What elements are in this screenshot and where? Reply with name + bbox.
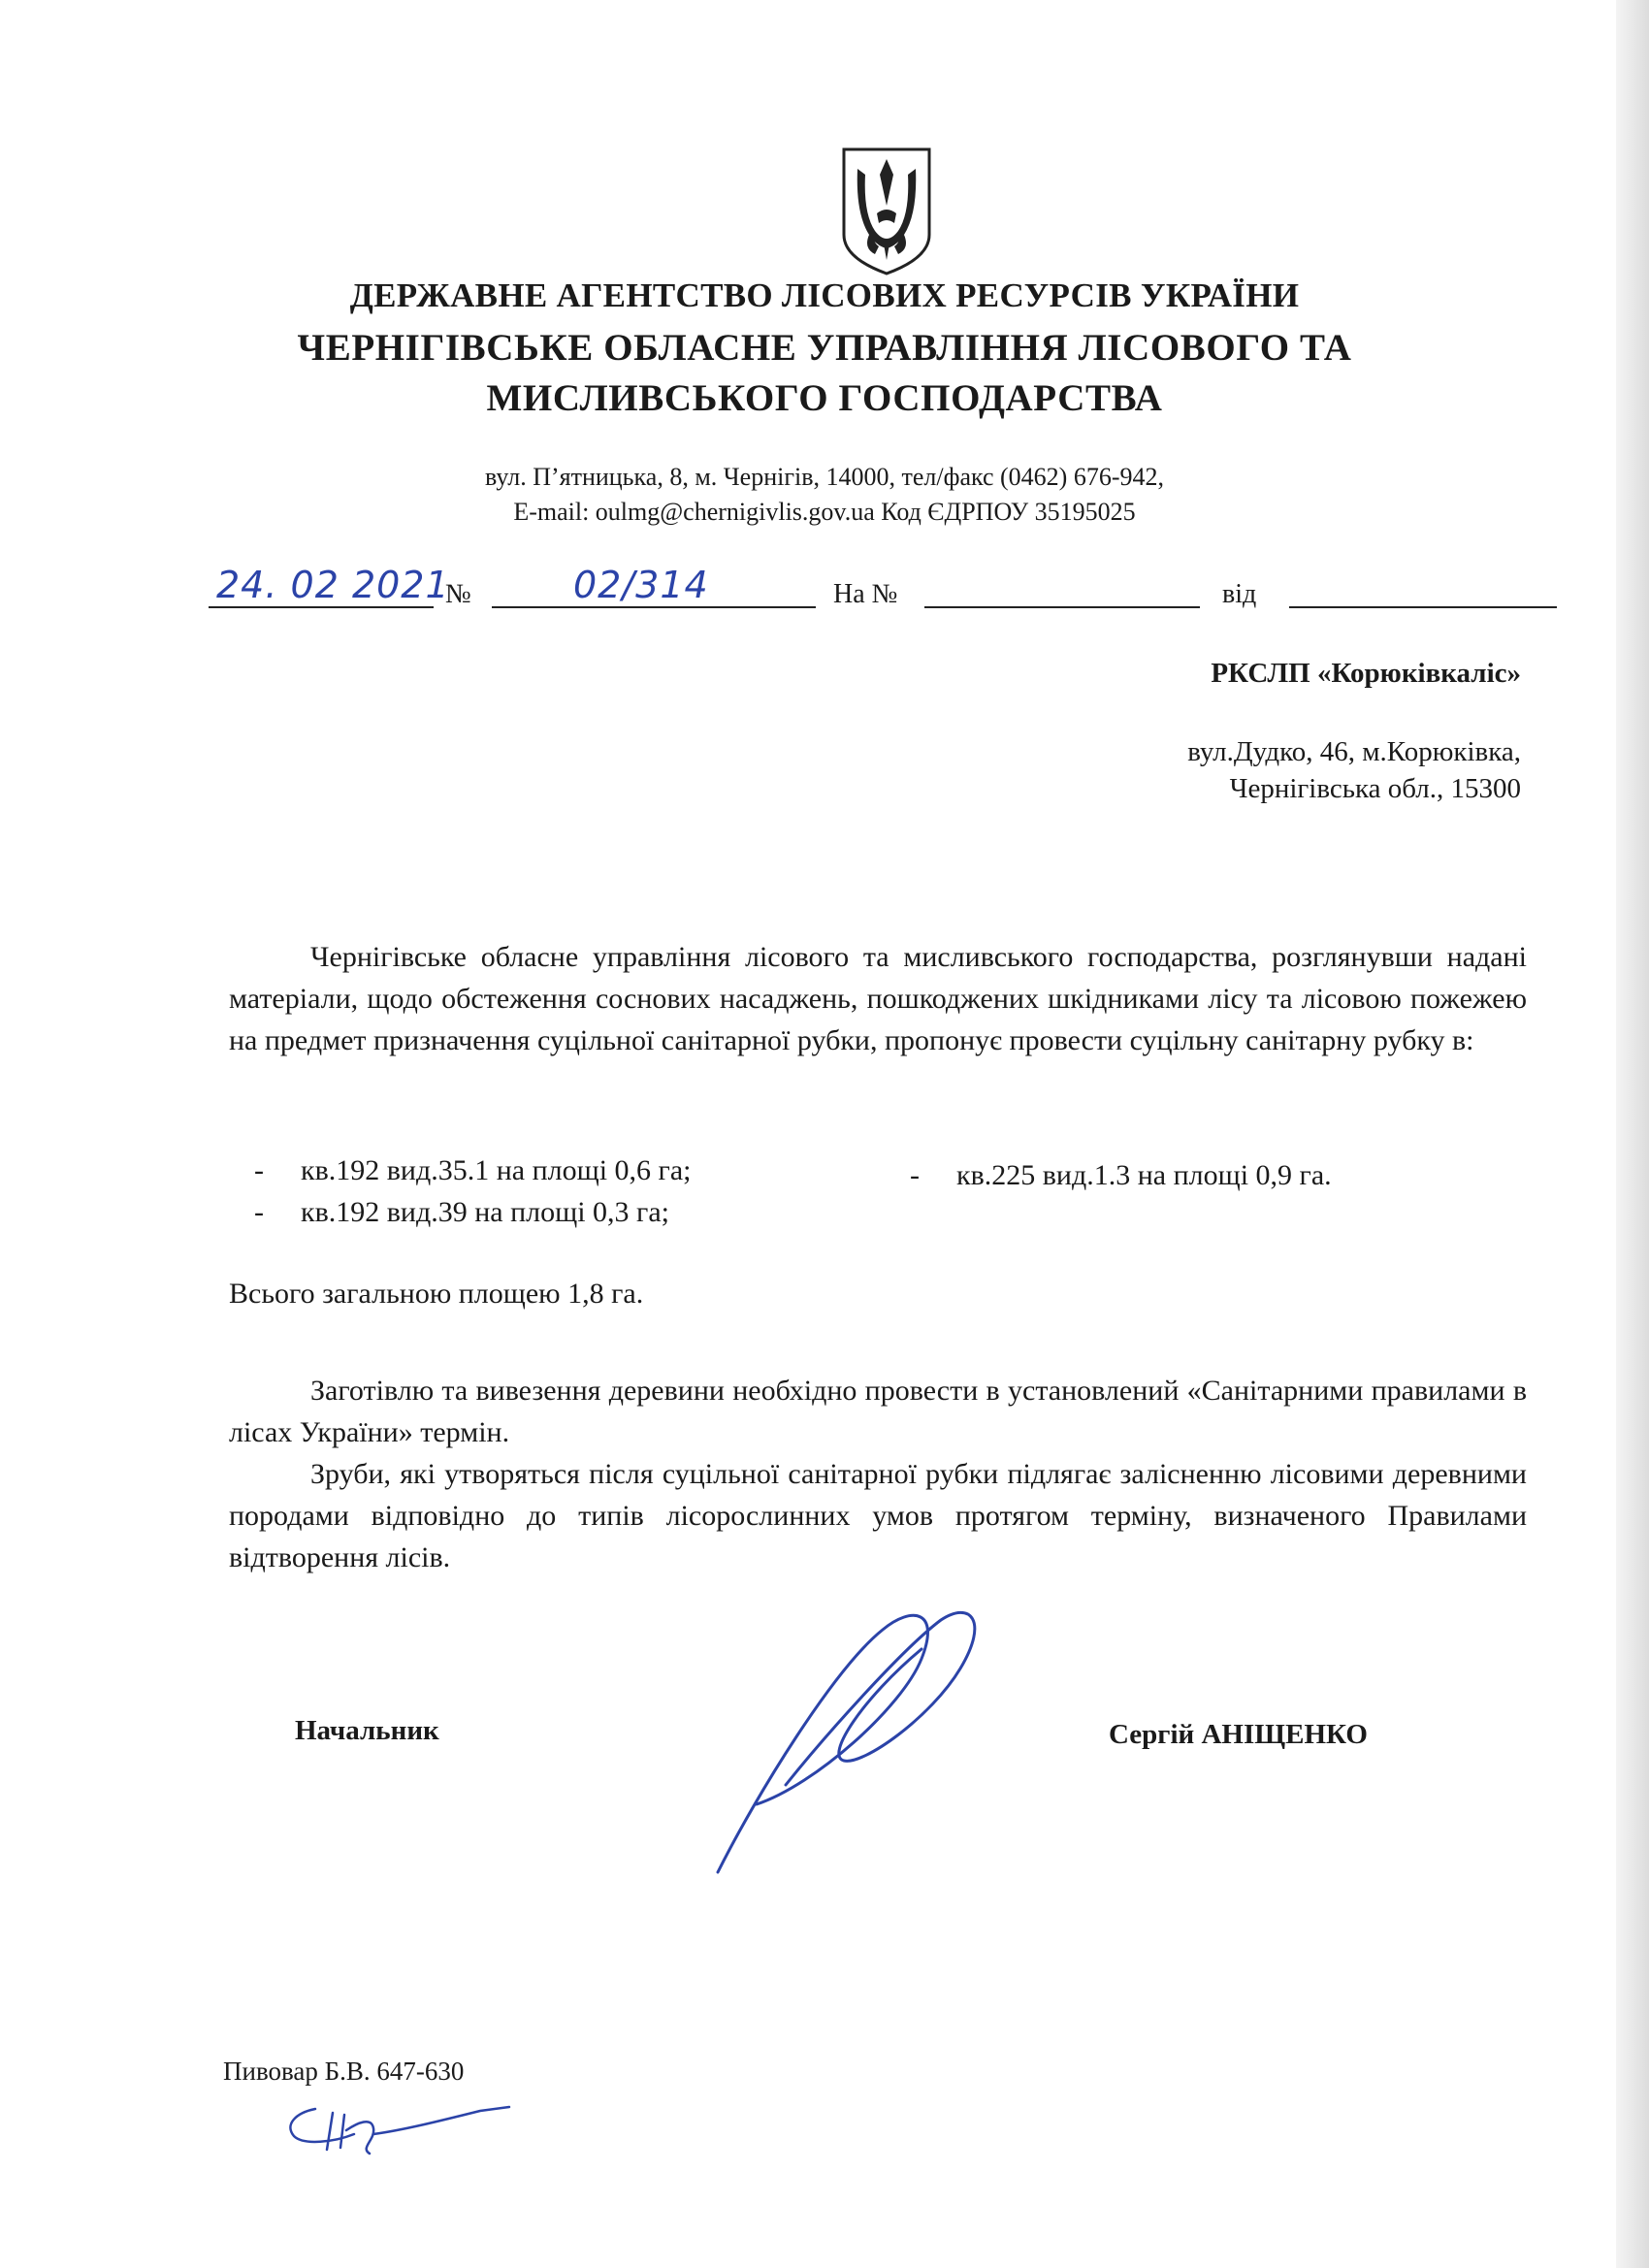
- sender-address: [0, 460, 1649, 530]
- handwritten-number: 02/314: [573, 564, 709, 606]
- recipient-address: [1187, 733, 1521, 807]
- signature-image: [698, 1591, 1009, 1882]
- department-title: [0, 323, 1649, 424]
- signatory-name: Сергій АНІЩЕНКО: [1109, 1719, 1368, 1750]
- sender-address-line1: вул. П’ятницька, 8, м. Чернігів, 14000, тел/факс (0462) 676-942,: [484, 463, 1165, 491]
- reference-row: [209, 564, 1557, 626]
- from-label: від: [1222, 579, 1257, 609]
- ukraine-trident-emblem-icon: [840, 146, 933, 277]
- list-item: - кв.192 вид.39 на площі 0,3 га;: [254, 1196, 670, 1228]
- executor-contact: Пивовар Б.В. 647-630: [223, 2057, 465, 2086]
- body-paragraph-1: Чернігівське обласне управління лісового та мисливського господарства, розглянувши надані матеріали, щодо обстеження соснових насаджень, пошкоджених шкідниками лісу та лісовою пожежею на предмет призначення суцільної санітарної рубки, пропонує провести суцільну санітарну рубку в:: [229, 941, 1527, 1056]
- reply-number-line: [924, 567, 1200, 608]
- recipient-address-line1: вул.Дудко, 46, м.Корюківка,: [1187, 736, 1521, 767]
- body-paragraph-2: Заготівлю та вивезення деревини необхідно провести в установлений «Санітарними правилами в лісах України» термін.: [229, 1375, 1527, 1448]
- list-item: - кв.192 вид.35.1 на площі 0,6 га;: [254, 1154, 692, 1186]
- sender-address-line2: E-mail: oulmg@chernigivlis.gov.ua Код ЄДРПОУ 35195025: [513, 498, 1136, 526]
- recipient-address-line2: Чернігівська обл., 15300: [1229, 773, 1521, 804]
- department-title-line2: МИСЛИВСЬКОГО ГОСПОДАРСТВА: [486, 377, 1163, 419]
- department-title-line1: ЧЕРНІГІВСЬКЕ ОБЛАСНЕ УПРАВЛІННЯ ЛІСОВОГО ТА: [297, 327, 1352, 369]
- from-date-line: [1289, 567, 1557, 608]
- list-item: - кв.225 вид.1.3 на площі 0,9 га.: [910, 1159, 1332, 1191]
- recipient-name: РКСЛП «Корюківкаліс»: [1211, 658, 1521, 689]
- number-label: №: [445, 579, 471, 609]
- body-paragraph-3: Зруби, які утворяться після суцільної санітарної рубки підлягає залісненню лісовими деревними породами відповідно до типів лісорослинних умов протягом терміну, визначеного Правилами відтворення лісів.: [229, 1458, 1527, 1573]
- signatory-position: Начальник: [295, 1715, 439, 1746]
- agency-title: ДЕРЖАВНЕ АГЕНТСТВО ЛІСОВИХ РЕСУРСІВ УКРАЇНИ: [349, 276, 1300, 314]
- handwritten-date: 24. 02 2021: [216, 564, 450, 606]
- executor-initials-image: [276, 2095, 519, 2163]
- total-area: Всього загальною площею 1,8 га.: [229, 1278, 644, 1310]
- reply-label: На №: [833, 579, 898, 609]
